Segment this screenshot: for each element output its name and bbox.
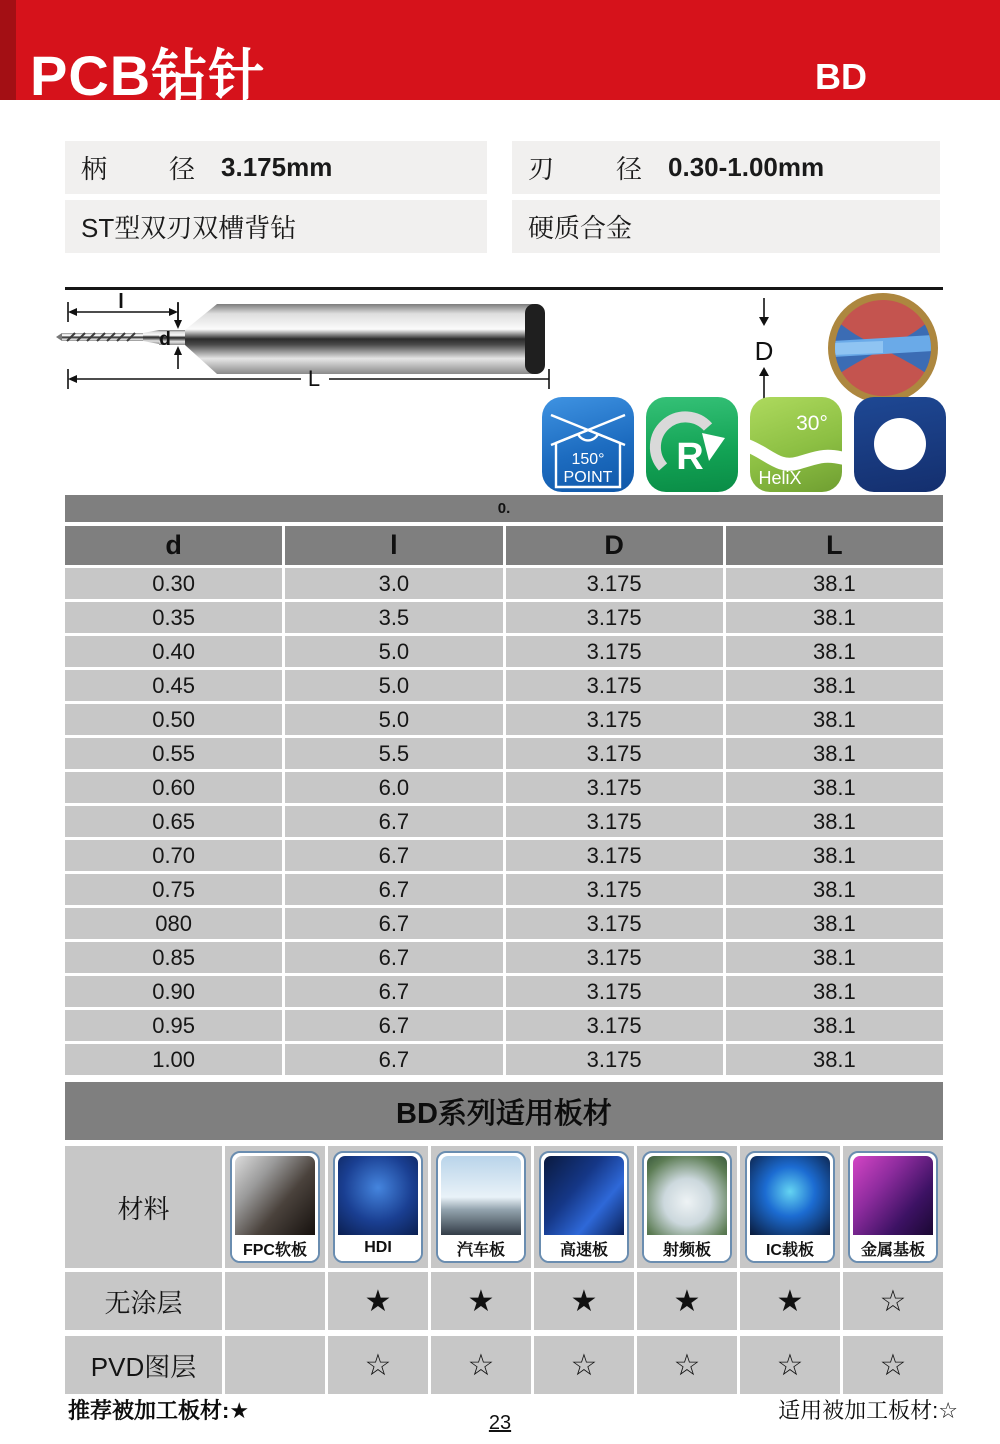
size-table-cell: 6.7 bbox=[285, 840, 502, 871]
star-empty-cell bbox=[225, 1272, 325, 1330]
star-outline-icon: ☆ bbox=[740, 1336, 840, 1394]
size-table-cell: 0.50 bbox=[65, 704, 282, 735]
size-table-cell: 0.35 bbox=[65, 602, 282, 633]
size-table-header: L bbox=[726, 526, 943, 565]
size-table-cell: 38.1 bbox=[726, 806, 943, 837]
spec-material bbox=[512, 200, 940, 253]
size-table-cell: 3.175 bbox=[506, 602, 723, 633]
size-table-cell: 0.60 bbox=[65, 772, 282, 803]
board-section-title: BD系列适用板材 bbox=[396, 1097, 612, 1130]
size-table-cell: 38.1 bbox=[726, 636, 943, 667]
ring-badge bbox=[854, 397, 946, 492]
material-label: 金属基板 bbox=[850, 1235, 936, 1261]
material-label: 汽车板 bbox=[438, 1235, 524, 1261]
size-table-cell: 1.00 bbox=[65, 1044, 282, 1075]
size-table-cell: 3.175 bbox=[506, 1010, 723, 1041]
size-table-cell: 3.175 bbox=[506, 976, 723, 1007]
material-cell bbox=[431, 1146, 531, 1268]
size-table-cell: 6.7 bbox=[285, 874, 502, 905]
material-card bbox=[436, 1151, 526, 1263]
size-table-cell: 0.70 bbox=[65, 840, 282, 871]
size-table-cell: 38.1 bbox=[726, 670, 943, 701]
size-table-header: D bbox=[506, 526, 723, 565]
size-table-cell: 3.175 bbox=[506, 1044, 723, 1075]
metal-image bbox=[853, 1156, 933, 1235]
star-outline-icon: ☆ bbox=[843, 1336, 943, 1394]
rotation-badge bbox=[646, 397, 738, 492]
material-card bbox=[642, 1151, 732, 1263]
rf-image bbox=[647, 1156, 727, 1235]
size-table-cell: 6.7 bbox=[285, 908, 502, 939]
size-table-cell: 6.7 bbox=[285, 1044, 502, 1075]
size-table-cell: 6.0 bbox=[285, 772, 502, 803]
footer-suitable-legend: 适用被加工板材:☆ bbox=[778, 1398, 958, 1423]
spec-value: ST型双刃双槽背钻 bbox=[81, 213, 297, 243]
size-table-cell: 3.175 bbox=[506, 738, 723, 769]
star-outline-icon: ☆ bbox=[328, 1336, 428, 1394]
board-section-bar bbox=[65, 1082, 943, 1140]
size-table-cell: 38.1 bbox=[726, 704, 943, 735]
car-image bbox=[441, 1156, 521, 1235]
badge-helix-label: HeliX bbox=[758, 468, 802, 488]
material-label: IC载板 bbox=[747, 1235, 833, 1261]
server-image bbox=[544, 1156, 624, 1235]
size-table-cell: 38.1 bbox=[726, 1044, 943, 1075]
size-table-cell: 3.175 bbox=[506, 670, 723, 701]
size-table-cell: 5.0 bbox=[285, 636, 502, 667]
size-table-cell: 3.175 bbox=[506, 772, 723, 803]
size-table-cell: 0.40 bbox=[65, 636, 282, 667]
size-table-cell: 0.45 bbox=[65, 670, 282, 701]
spec-value: 0.30-1.00mm bbox=[668, 152, 825, 182]
page-title: PCB钻针 bbox=[30, 44, 266, 107]
size-table-cell: 0.30 bbox=[65, 568, 282, 599]
spec-value: 硬质合金 bbox=[528, 213, 633, 243]
size-table-cell: 38.1 bbox=[726, 874, 943, 905]
spec-label: 刃 bbox=[528, 154, 555, 184]
size-table-head bbox=[65, 526, 943, 565]
rating-row-pvd bbox=[65, 1336, 943, 1394]
dim-D-indicator bbox=[742, 296, 786, 400]
material-card bbox=[230, 1151, 320, 1263]
footer-recommended-legend: 推荐被加工板材:★ bbox=[68, 1398, 250, 1423]
material-cell bbox=[225, 1146, 325, 1268]
header-banner bbox=[0, 0, 1000, 107]
star-outline-icon: ☆ bbox=[637, 1336, 737, 1394]
spec-blade-diameter bbox=[512, 141, 940, 194]
rating-row-uncoated bbox=[65, 1272, 943, 1330]
size-table-cell: 38.1 bbox=[726, 1010, 943, 1041]
star-filled-icon: ★ bbox=[534, 1272, 634, 1330]
badge-point-angle: 150° bbox=[571, 451, 605, 468]
spec-value: 3.175mm bbox=[221, 152, 333, 182]
size-table-cell: 3.175 bbox=[506, 568, 723, 599]
section-divider bbox=[65, 287, 943, 290]
size-table-cell: 3.175 bbox=[506, 840, 723, 871]
size-table-cell: 3.175 bbox=[506, 636, 723, 667]
rating-row-label: 无涂层 bbox=[65, 1272, 222, 1330]
size-table-cell: 3.175 bbox=[506, 942, 723, 973]
material-label: 射频板 bbox=[644, 1235, 730, 1261]
materials-row bbox=[65, 1146, 943, 1268]
size-table-cell: 6.7 bbox=[285, 976, 502, 1007]
size-table-cell: 0.90 bbox=[65, 976, 282, 1007]
material-label: 高速板 bbox=[541, 1235, 627, 1261]
material-label: HDI bbox=[335, 1235, 421, 1261]
material-card bbox=[848, 1151, 938, 1263]
material-card bbox=[333, 1151, 423, 1263]
hdi-image bbox=[338, 1156, 418, 1235]
spec-label: 径 bbox=[169, 154, 196, 184]
size-table-cell: 3.5 bbox=[285, 602, 502, 633]
dim-d-label: d bbox=[159, 329, 171, 350]
series-code: BD bbox=[815, 56, 867, 97]
table-note: 0. bbox=[497, 500, 511, 517]
size-table-cell: 38.1 bbox=[726, 840, 943, 871]
star-filled-icon: ★ bbox=[328, 1272, 428, 1330]
spec-tool-type bbox=[65, 200, 487, 253]
drill-diagram bbox=[55, 293, 565, 400]
spec-label: 径 bbox=[616, 154, 643, 184]
size-table-cell: 3.0 bbox=[285, 568, 502, 599]
size-table-header: l bbox=[285, 526, 502, 565]
size-table-cell: 3.175 bbox=[506, 874, 723, 905]
size-table-cell: 3.175 bbox=[506, 908, 723, 939]
size-table-body bbox=[65, 568, 943, 1075]
star-outline-icon: ☆ bbox=[534, 1336, 634, 1394]
badge-point-label: POINT bbox=[563, 469, 613, 486]
material-cell bbox=[740, 1146, 840, 1268]
spec-label: 柄 bbox=[81, 154, 108, 184]
star-filled-icon: ★ bbox=[431, 1272, 531, 1330]
size-table-cell: 0.95 bbox=[65, 1010, 282, 1041]
badge-r-letter: R bbox=[676, 436, 704, 478]
dim-D-label: D bbox=[754, 336, 774, 366]
ic-image bbox=[750, 1156, 830, 1235]
size-table-header: d bbox=[65, 526, 282, 565]
size-table-cell: 0.75 bbox=[65, 874, 282, 905]
spec-shank-diameter bbox=[65, 141, 487, 194]
drill-cross-section-image bbox=[826, 291, 940, 405]
star-outline-icon: ☆ bbox=[843, 1272, 943, 1330]
size-table-cell: 6.7 bbox=[285, 1010, 502, 1041]
size-table-cell: 0.85 bbox=[65, 942, 282, 973]
size-table-cell: 6.7 bbox=[285, 806, 502, 837]
size-table-cell: 38.1 bbox=[726, 942, 943, 973]
feature-badges bbox=[542, 397, 946, 492]
size-table-cell: 0.65 bbox=[65, 806, 282, 837]
size-table bbox=[65, 526, 943, 1075]
table-note-bar bbox=[65, 495, 943, 522]
size-table-cell: 38.1 bbox=[726, 568, 943, 599]
star-outline-icon: ☆ bbox=[431, 1336, 531, 1394]
star-empty-cell bbox=[225, 1336, 325, 1394]
size-table-cell: 5.0 bbox=[285, 670, 502, 701]
size-table-cell: 0.55 bbox=[65, 738, 282, 769]
size-table-cell: 38.1 bbox=[726, 976, 943, 1007]
dim-L-label: L bbox=[307, 366, 321, 391]
helix-angle-badge bbox=[750, 397, 842, 492]
material-label: FPC软板 bbox=[232, 1235, 318, 1261]
size-table-cell: 5.5 bbox=[285, 738, 502, 769]
dim-l-label: l bbox=[118, 293, 124, 313]
materials-row-label: 材料 bbox=[65, 1146, 222, 1268]
size-table-cell: 38.1 bbox=[726, 772, 943, 803]
material-cell bbox=[328, 1146, 428, 1268]
material-cell bbox=[534, 1146, 634, 1268]
size-table-cell: 6.7 bbox=[285, 942, 502, 973]
size-table-cell: 5.0 bbox=[285, 704, 502, 735]
banner-left-accent bbox=[0, 0, 16, 100]
material-cell bbox=[637, 1146, 737, 1268]
rating-row-label: PVD图层 bbox=[65, 1336, 222, 1394]
page-number: 23 bbox=[488, 1412, 512, 1434]
size-table-cell: 38.1 bbox=[726, 908, 943, 939]
material-card bbox=[745, 1151, 835, 1263]
material-cell bbox=[843, 1146, 943, 1268]
size-table-cell: 080 bbox=[65, 908, 282, 939]
star-filled-icon: ★ bbox=[637, 1272, 737, 1330]
point-angle-badge bbox=[542, 397, 634, 492]
size-table-cell: 38.1 bbox=[726, 738, 943, 769]
size-table-cell: 38.1 bbox=[726, 602, 943, 633]
size-table-cell: 3.175 bbox=[506, 806, 723, 837]
ring-circle-icon bbox=[874, 418, 926, 470]
size-table-cell: 3.175 bbox=[506, 704, 723, 735]
star-filled-icon: ★ bbox=[740, 1272, 840, 1330]
badge-helix-angle: 30° bbox=[796, 412, 828, 435]
fpc-image bbox=[235, 1156, 315, 1235]
material-card bbox=[539, 1151, 629, 1263]
